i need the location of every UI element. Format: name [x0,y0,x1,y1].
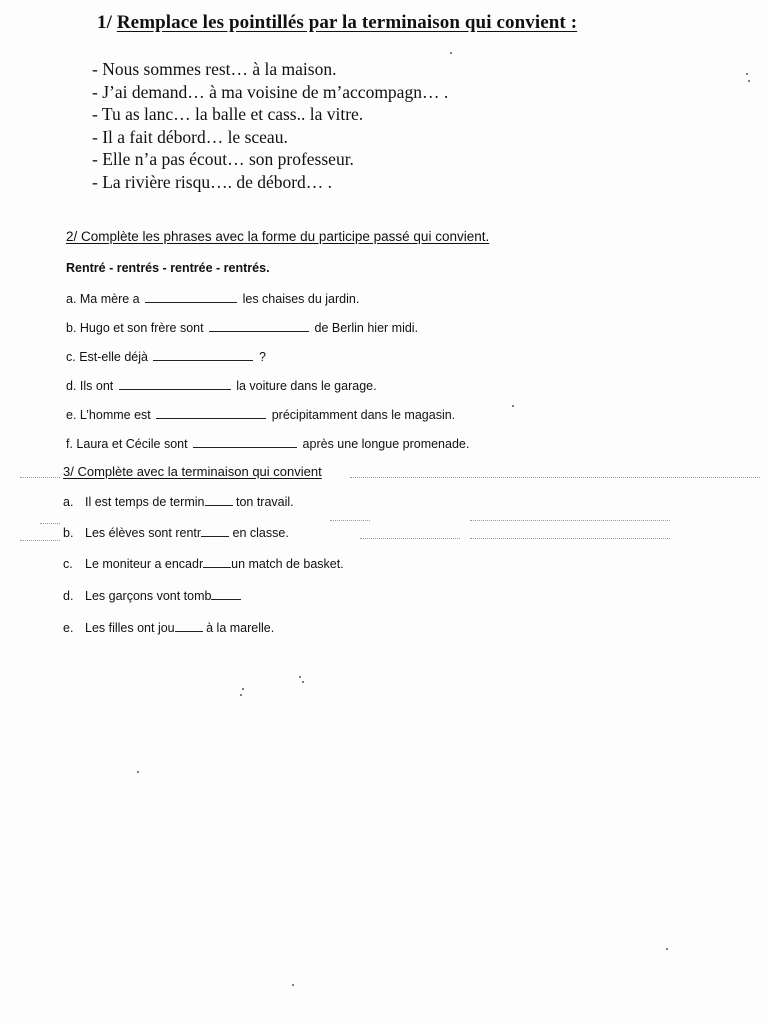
section2-item-e [66,407,455,422]
item-text-before: d. Ils ont [66,379,117,393]
scan-dotted-line [470,538,670,539]
section3-item-c [63,556,344,571]
scan-speck [137,771,139,773]
item-text-after: la voiture dans le garage. [232,379,377,393]
item-text-before: a. Ma mère a [66,292,144,306]
scan-dotted-line [470,520,670,521]
item-text-before: Les garçons vont tomb [85,589,212,603]
section3-item-e [63,620,274,635]
item-text-after: à la marelle. [202,621,275,635]
answer-blank[interactable] [156,407,266,419]
item-letter: d. [63,589,74,603]
scan-speck [302,681,304,683]
section1-heading [97,12,577,34]
item-text-before: Il est temps de termin [85,495,205,509]
item-text-after: les chaises du jardin. [239,292,360,306]
item-text-after: ? [255,350,266,364]
section1-item: - Il a fait débord… le sceau. [92,126,288,147]
section1-item: - J’ai demand… à ma voisine de m’accompagn… . [92,81,449,102]
item-letter: e. [63,621,74,635]
scan-dotted-line [20,540,60,541]
answer-blank[interactable] [153,349,253,361]
scan-dotted-line [20,477,60,478]
item-text-before: Les filles ont jou [85,621,175,635]
scan-speck [512,405,514,407]
section2-item-b [66,320,418,335]
section3-item-d [63,588,241,603]
answer-blank[interactable] [211,588,241,600]
scan-speck [299,676,301,678]
item-letter: a. [63,495,74,509]
item-letter: c. [63,557,73,571]
section2-item-f [66,436,469,451]
scan-speck [666,948,668,950]
item-text-after: de Berlin hier midi. [311,321,419,335]
scan-speck [292,984,294,986]
answer-blank[interactable] [145,291,237,303]
item-text-before: c. Est-elle déjà [66,350,152,364]
item-text-after: en classe. [229,526,289,540]
scan-dotted-line [40,523,60,524]
scan-dotted-line [360,538,460,539]
section3-title: 3/ Complète avec la terminaison qui convient [63,464,322,479]
answer-blank[interactable] [193,436,297,448]
section1-item: - Nous sommes rest… à la maison. [92,59,337,79]
answer-blank[interactable] [205,494,233,506]
section3-item-b [63,525,289,540]
section3-item-a [63,494,294,509]
section2-item-a [66,291,359,306]
scan-speck [748,80,750,82]
item-text-before: e. L’homme est [66,408,155,422]
answer-blank[interactable] [175,620,203,632]
section2-title: 2/ Complète les phrases avec la forme du participe passé qui convient. [66,229,490,244]
item-letter: b. [63,526,74,540]
item-text-after: précipitamment dans le magasin. [268,408,456,422]
item-text-before: Le moniteur a encadr [85,557,204,571]
section2-item-c [66,349,266,364]
section1-title: Remplace les pointillés par la terminaison qui convient : [116,12,578,33]
item-text-after: ton travail. [232,495,294,509]
item-text-before: b. Hugo et son frère sont [66,321,208,335]
section1-list [92,58,448,194]
scan-dotted-line [350,477,760,478]
answer-blank[interactable] [203,556,231,568]
item-text-after: après une longue promenade. [299,437,470,451]
section1-number: 1/ [97,12,112,33]
section2-item-d [66,378,377,393]
section1-item: - Elle n’a pas écout… son professeur. [92,149,354,170]
section1-item: - Tu as lanc… la balle et cass.. la vitre. [92,104,364,125]
answer-blank[interactable] [201,525,229,537]
scan-speck [450,52,452,54]
item-text-before: Les élèves sont rentr [85,526,202,540]
answer-blank[interactable] [119,378,231,390]
section1-item: - La rivière risqu…. de débord… . [92,171,333,192]
scan-speck [746,73,748,75]
section2-word-bank: Rentré - rentrés - rentrée - rentrés. [66,261,270,275]
item-text-after: un match de basket. [231,557,344,571]
answer-blank[interactable] [209,320,309,332]
scan-dotted-line [330,520,370,521]
item-text-before: f. Laura et Cécile sont [66,437,192,451]
scan-speck [242,688,244,690]
scan-speck [240,694,242,696]
